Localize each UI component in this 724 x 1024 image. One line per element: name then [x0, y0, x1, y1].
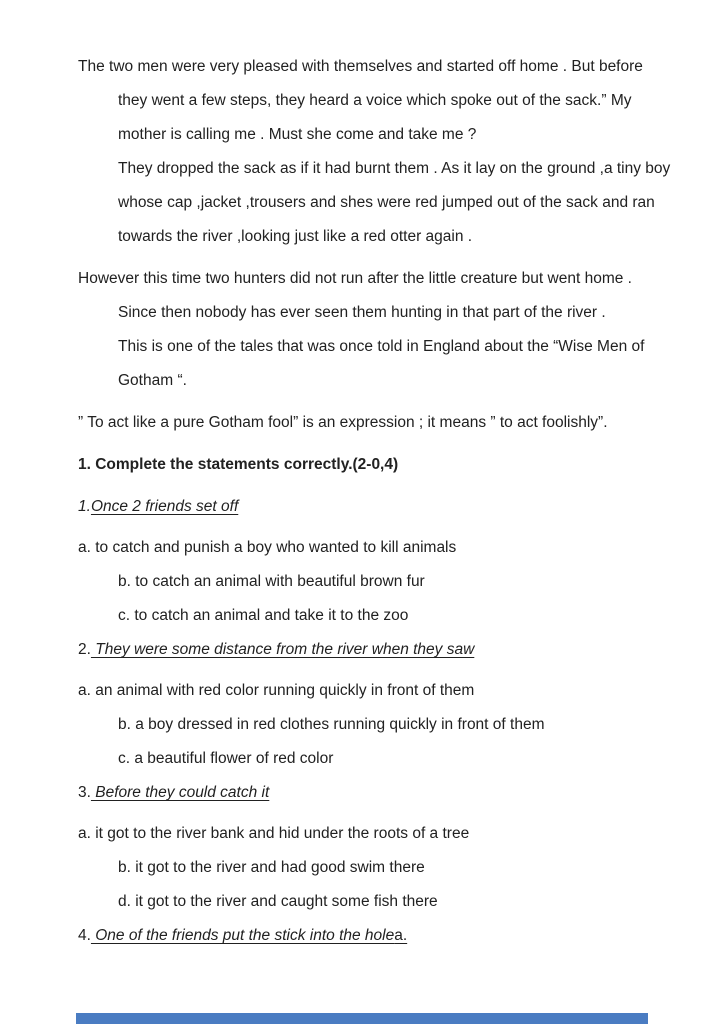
paragraph-line: The two men were very pleased with themselves and started off home . But before [78, 58, 643, 75]
question-3 [78, 776, 666, 919]
expression-line: ” To act like a pure Gotham fool” is an expression ; it means ” to act foolishly”. [78, 414, 608, 431]
option-line: c. to catch an animal and take it to the zoo [118, 607, 409, 624]
question-title-text: They were some distance from the river when they saw [90, 641, 475, 658]
paragraph-line: mother is calling me . Must she come and take me ? [118, 126, 477, 143]
question-number: 1. [78, 498, 91, 515]
question-title-text: Once 2 friends set off [90, 498, 239, 515]
question-number: 4. [78, 927, 91, 944]
option-line: c. a beautiful flower of red color [118, 750, 334, 767]
paragraph-line: whose cap ,jacket ,trousers and shes were red jumped out of the sack and ran [118, 194, 655, 211]
paragraph-line: Since then nobody has ever seen them hunting in that part of the river . [118, 304, 606, 321]
paragraph-line: However this time two hunters did not run after the little creature but went home . [78, 270, 632, 287]
question-2 [78, 633, 666, 776]
option-line: a. an animal with red color running quickly in front of them [78, 682, 475, 699]
exercise-heading: 1. Complete the statements correctly.(2-0,4) [78, 456, 399, 473]
option-line: a. it got to the river bank and hid under the roots of a tree [78, 825, 470, 842]
story-paragraph-1 [78, 50, 671, 254]
bottom-progress-bar [76, 1013, 648, 1024]
paragraph-line: Gotham “. [118, 372, 187, 389]
paragraph-line: they went a few steps, they heard a voice which spoke out of the sack.” My [118, 92, 632, 109]
question-number: 3. [78, 784, 91, 801]
paragraph-line: They dropped the sack as if it had burnt them . As it lay on the ground ,a tiny boy [118, 160, 671, 177]
option-line: a. to catch and punish a boy who wanted to kill animals [78, 539, 457, 556]
question-title-text: Before they could catch it [90, 784, 270, 801]
story-paragraph-2 [78, 262, 666, 398]
paragraph-line: This is one of the tales that was once told in England about the “Wise Men of [118, 338, 645, 355]
option-line: b. to catch an animal with beautiful brown fur [118, 573, 425, 590]
option-line: d. it got to the river and caught some fish there [118, 893, 438, 910]
question-4 [78, 919, 666, 953]
question-1 [78, 490, 666, 633]
paragraph-line: towards the river ,looking just like a red otter again . [118, 228, 473, 245]
question-title-text: One of the friends put the stick into the hole [90, 927, 395, 944]
question-2-title [78, 633, 666, 667]
question-title-suffix: a. [394, 927, 408, 944]
question-3-title [78, 776, 666, 810]
question-number: 2. [78, 641, 91, 658]
option-line: b. it got to the river and had good swim there [118, 859, 425, 876]
option-line: b. a boy dressed in red clothes running quickly in front of them [118, 716, 545, 733]
question-4-title [78, 919, 666, 953]
question-1-title [78, 490, 666, 524]
